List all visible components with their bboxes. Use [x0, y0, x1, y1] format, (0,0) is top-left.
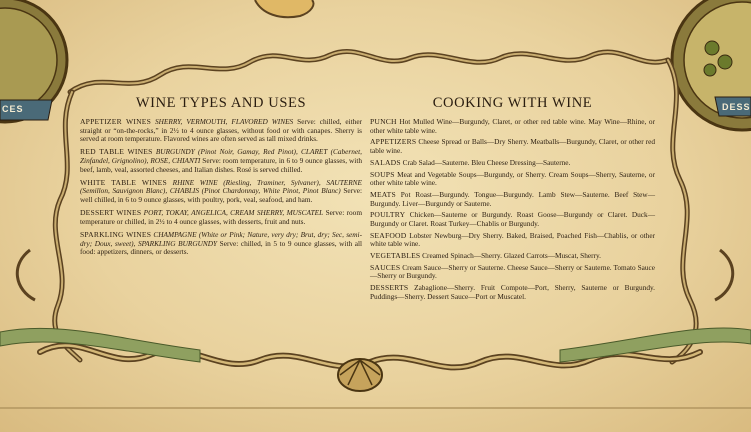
cooking-entry-text: Cheese Spread or Balls—Dry Sherry. Meatballs—Burgundy, Claret, or other red table wine. [370, 137, 655, 155]
cooking-entry-text: Chicken—Sauterne or Burgundy. Roast Goose—Burgundy or Claret. Duck—Burgundy or Claret. Roast Turkey—Chablis or Burgundy. [370, 210, 655, 228]
cooking-entry-heading: SALADS [370, 157, 401, 167]
green-ribbon [0, 328, 200, 362]
cooking-entry [370, 138, 655, 155]
wine-type-entry-text: Serve: well chilled, in 6 to 9 ounce glasses, with poultry, pork, veal, seafood, and ham. [80, 186, 362, 204]
cooking-entry-text: Creamed Spinach—Sherry. Glazed Carrots—Muscat, Sherry. [422, 251, 601, 261]
wine-type-entry [80, 179, 362, 205]
wine-type-entry-text: Serve: chilled, in 5 to 9 ounce glasses, with all food: appetizers, dinners, or desserts. [80, 238, 362, 257]
cooking-entry-heading: POULTRY [370, 210, 406, 220]
cooking-entry [370, 284, 655, 301]
cooking-entry-text: Pot Roast—Burgundy. Tongue—Burgundy. Lamb Stew—Sauterne. Beef Stew—Burgundy. Liver—Burgundy or Sauterne. [370, 189, 655, 208]
cooking-entry [370, 232, 655, 249]
wine-type-entry-varieties: CHAMPAGNE (White or Pink; Nature, very dry; Brut, dry; Sec, semi-dry; Doux, sweet), SPARKLING BURGUNDY [80, 229, 362, 248]
cooking-entry-heading: SOUPS [370, 169, 395, 179]
wine-type-entry [80, 148, 362, 174]
cooking-entry-text: Hot Mulled Wine—Burgundy, Claret, or other red table wine. May Wine—Rhine, or other white table wine. [370, 117, 655, 135]
cooking-heading: COOKING WITH WINE [432, 95, 593, 111]
wine-type-entry-heading: DESSERT WINES [80, 208, 142, 218]
cooking-entry [370, 191, 655, 208]
cooking-entry-heading: SAUCES [370, 262, 401, 272]
wine-type-entry-heading: APPETIZER WINES [80, 117, 152, 126]
bottom-shell-ornament [338, 359, 382, 391]
cooking-entry-text: Meat and Vegetable Soups—Burgundy, or Sherry. Cream Soups—Sherry, Sauterne, or other white table wine. [370, 169, 655, 188]
cooking-entry-text: Zabaglione—Sherry. Fruit Compote—Port, Sherry, Sauterne or Burgundy. Puddings—Sherry. Dessert Sauce—Port or Muscatel. [370, 283, 655, 301]
wine-type-entry [80, 231, 362, 257]
cooking-entry-heading: SEAFOOD [370, 230, 407, 240]
wine-type-entry-varieties: BURGUNDY (Pinot Noir, Gamay, Red Pinot), CLARET (Cabernet, Zinfandel, Grignolino), ROSE, CHIANTI [80, 147, 362, 165]
cooking-entry-heading: MEATS [370, 189, 396, 199]
cooking-entry-heading: DESSERTS [370, 283, 409, 293]
wine-type-entry-heading: SPARKLING WINES [80, 229, 152, 239]
cooking-entry [370, 159, 655, 168]
wine-types-column [80, 95, 362, 261]
wine-type-entry [80, 118, 362, 144]
wine-type-entry-heading: WHITE TABLE WINES [80, 177, 167, 187]
cooking-entry [370, 118, 655, 135]
cooking-column [370, 95, 655, 305]
wine-type-entry-text: Serve: chilled, either straight or “on-the-rocks,” in 2½ to 4 ounce glasses, without food or with canapes. Sherry is served at room temperature. Flavored wines are often served as tall mixed drinks. [80, 117, 362, 144]
cooking-entry-text: Lobster Newburg—Dry Sherry. Baked, Braised, Poached Fish—Chablis, or other white table wine. [370, 230, 655, 249]
cooking-entry-heading: PUNCH [370, 117, 397, 126]
cooking-entry-text: Cream Sauce—Sherry or Sauterne. Cheese Sauce—Sherry or Sauterne. Tomato Sauce—Sherry or Burgundy. [370, 262, 656, 281]
cooking-entry-text: Crab Salad—Sauterne. Bleu Cheese Dressing—Sauterne. [402, 157, 571, 167]
cooking-entry [370, 252, 655, 261]
cooking-entry [370, 171, 655, 188]
wine-type-entry-varieties: PORT, TOKAY, ANGELICA, CREAM SHERRY, MUSCATEL [143, 208, 324, 218]
wine-type-entry-varieties: RHINE WINE (Riesling, Traminer, Sylvaner), SAUTERNE (Semillon, Sauvignon Blanc), CHABLIS (Pinot Chardonnay, White Pinot, Pinot Blanc) [80, 177, 362, 196]
right-badge-label: DESS [722, 102, 751, 112]
wine-type-entry [80, 209, 362, 226]
left-badge-label: CES [2, 104, 24, 114]
cooking-entry [370, 211, 655, 228]
wine-type-entry-varieties: SHERRY, VERMOUTH, FLAVORED WINES [155, 117, 294, 126]
top-scroll-ornament [255, 0, 314, 17]
cooking-entry-heading: VEGETABLES [370, 251, 421, 261]
cooking-entry [370, 264, 655, 281]
cooking-entry-heading: APPETIZERS [370, 137, 417, 147]
wine-types-heading: WINE TYPES AND USES [135, 95, 307, 111]
wine-type-entry-text: Serve: room temperature, in 6 to 9 ounce glasses, with beef, lamb, veal, assorted cheeses, and Italian dishes. Rosé is served chilled. [80, 155, 363, 174]
wine-type-entry-text: Serve: room temperature or chilled, in 2½ to 4 ounce glasses, with desserts, fruit and nuts. [80, 208, 362, 226]
wine-type-entry-heading: RED TABLE WINES [80, 147, 153, 157]
